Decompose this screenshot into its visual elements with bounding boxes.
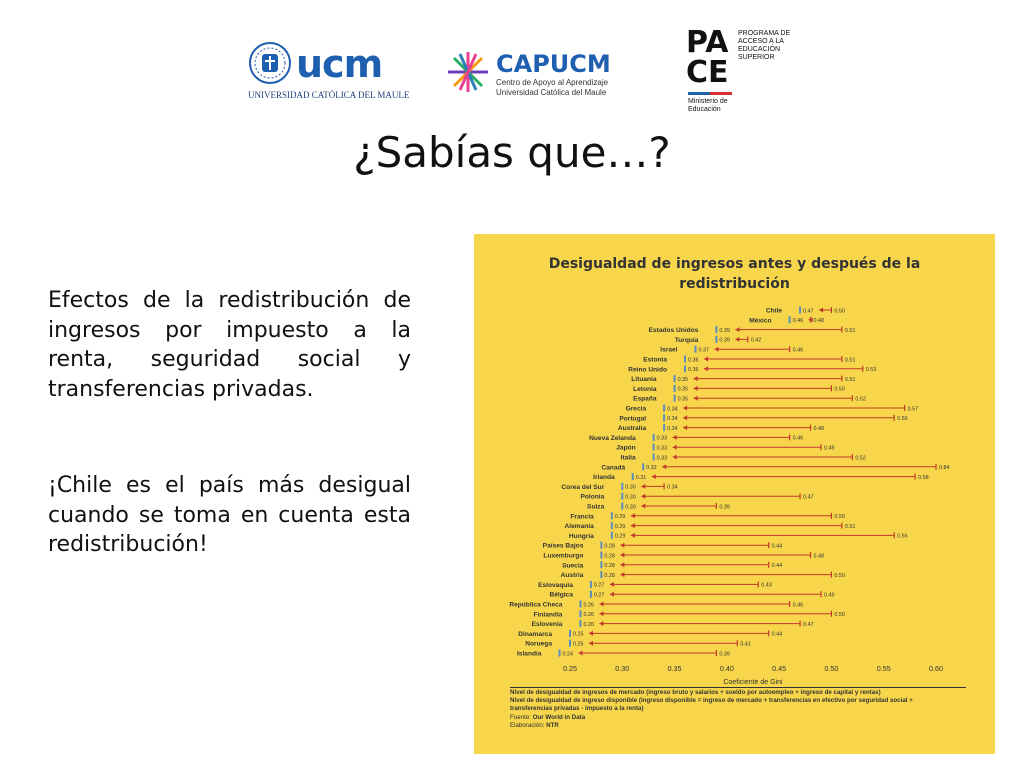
country-label: Nueva Zelanda <box>589 434 636 442</box>
arrow-head <box>704 366 708 371</box>
country-label: Austria <box>560 572 584 580</box>
note-credit <box>510 722 985 730</box>
country-label: Países Bajos <box>542 542 584 550</box>
pace-letters-top: PA <box>686 25 729 60</box>
disposable-marker <box>600 552 602 559</box>
capucm-star-icon <box>444 48 492 96</box>
note-source-value: Our World in Data <box>532 713 586 721</box>
market-value-label: 0.42 <box>750 337 762 344</box>
market-value-label: 0.39 <box>719 504 730 511</box>
chart-title-line2: redistribución <box>679 276 790 292</box>
arrow-head <box>599 621 603 626</box>
market-value-label: 0.43 <box>761 582 772 589</box>
arrow-head <box>673 455 677 460</box>
country-label: Lituania <box>631 376 657 384</box>
arrow-head <box>641 504 645 509</box>
pace-flag-bar <box>688 92 732 95</box>
chart-title-line1: Desigualdad de ingresos antes y después de la <box>548 256 921 272</box>
ucm-wordmark: ucm <box>296 42 383 86</box>
arrow-head <box>620 562 624 567</box>
disposable-marker <box>663 414 665 421</box>
chart-notes <box>510 689 985 730</box>
disposable-value-label: 0.29 <box>614 523 626 530</box>
disposable-value-label: 0.34 <box>667 425 678 432</box>
market-value-label: 0.48 <box>813 425 825 432</box>
disposable-value-label: 0.27 <box>593 592 605 599</box>
disposable-marker <box>621 483 623 490</box>
disposable-marker <box>600 561 602 568</box>
disposable-value-label: 0.35 <box>677 376 689 383</box>
disposable-marker <box>579 620 581 627</box>
disposable-value-label: 0.33 <box>656 435 668 442</box>
x-axis-label: Coeficiente de Gini <box>723 678 783 684</box>
country-label: Portugal <box>619 415 647 423</box>
arrow-head <box>694 376 698 381</box>
disposable-marker <box>642 463 644 470</box>
disposable-value-label: 0.36 <box>688 367 699 374</box>
market-value-label: 0.44 <box>771 563 783 570</box>
country-label: Corea del Sur <box>561 483 605 491</box>
country-label: Reino Unido <box>628 366 668 374</box>
arrow-head <box>641 484 645 489</box>
arrow-head <box>610 592 614 597</box>
arrow-head <box>673 435 677 440</box>
arrow-head <box>714 347 718 352</box>
market-value-label: 0.46 <box>792 435 804 442</box>
capucm-subtitle-2: Universidad Católica del Maule <box>496 88 607 97</box>
note-market: Nivel de desigualdad de ingresos de mercado (ingreso bruto y salarios + sueldo por autoempleo + ingreso de capital y rentas) <box>510 689 881 696</box>
country-label: Canadá <box>601 464 626 472</box>
market-value-label: 0.48 <box>813 318 825 325</box>
arrow-head <box>620 572 624 577</box>
arrow-head <box>620 553 624 558</box>
market-value-label: 0.57 <box>907 406 919 413</box>
paragraph-chile: ¡Chile es el país más desigual cuando se toma en cuenta esta redistribución! <box>48 473 411 557</box>
market-value-label: 0.34 <box>667 484 678 491</box>
x-tick-label: 0.55 <box>876 663 891 673</box>
disposable-marker <box>684 365 686 372</box>
market-value-label: 0.49 <box>823 445 835 452</box>
country-label: Japón <box>616 444 636 452</box>
market-value-label: 0.53 <box>865 367 877 374</box>
arrow-head <box>579 651 583 656</box>
x-tick-label: 0.60 <box>929 663 943 673</box>
pace-logo <box>686 25 796 116</box>
disposable-marker <box>653 444 655 451</box>
market-value-label: 0.50 <box>834 514 845 521</box>
arrow-head <box>683 406 687 411</box>
arrow-head <box>735 327 739 332</box>
disposable-marker <box>663 405 665 412</box>
disposable-value-label: 0.28 <box>604 553 615 560</box>
country-label: Estados Unidos <box>648 327 699 335</box>
arrow-head <box>641 494 645 499</box>
arrow-head <box>631 523 635 528</box>
x-tick-label: 0.40 <box>719 663 734 673</box>
disposable-value-label: 0.35 <box>677 386 689 393</box>
gini-chart <box>474 234 995 754</box>
arrow-head <box>819 308 823 313</box>
pace-letters <box>686 25 729 90</box>
country-label: Chile <box>765 307 783 315</box>
disposable-marker <box>715 336 717 343</box>
country-label: Luxemburgo <box>543 552 584 560</box>
country-label: Estonia <box>643 356 668 364</box>
disposable-marker <box>579 601 581 608</box>
country-label: Bélgica <box>549 591 573 599</box>
disposable-value-label: 0.26 <box>583 612 594 619</box>
disposable-marker <box>632 473 634 480</box>
disposable-value-label: 0.47 <box>803 308 814 315</box>
disposable-marker <box>569 640 571 647</box>
x-tick-label: 0.30 <box>615 663 630 673</box>
arrow-head <box>683 425 687 430</box>
market-value-label: 0.50 <box>834 572 845 579</box>
country-label: Francia <box>570 513 594 521</box>
arrow-head <box>683 415 687 420</box>
disposable-value-label: 0.34 <box>667 416 678 423</box>
country-label: Italia <box>620 454 636 462</box>
disposable-value-label: 0.39 <box>719 337 730 344</box>
arrow-head <box>599 602 603 607</box>
note-disposable-cont: transferencias privadas - impuesto a la renta) <box>510 705 644 713</box>
arrow-head <box>694 396 698 401</box>
market-value-label: 0.46 <box>792 602 804 609</box>
disposable-value-label: 0.25 <box>573 631 584 638</box>
disposable-value-label: 0.28 <box>604 572 615 579</box>
disposable-marker <box>674 375 676 382</box>
disposable-marker <box>674 385 676 392</box>
market-value-label: 0.44 <box>771 631 783 638</box>
note-source <box>510 714 985 722</box>
disposable-marker <box>579 610 581 617</box>
disposable-value-label: 0.29 <box>614 514 626 521</box>
disposable-marker <box>600 571 602 578</box>
market-value-label: 0.51 <box>844 523 856 530</box>
country-label: República Checa <box>509 601 563 609</box>
disposable-marker <box>590 591 592 598</box>
pace-letters-bottom: CE <box>686 55 729 90</box>
country-label: Irlanda <box>593 474 615 482</box>
country-label: Alemania <box>564 523 594 531</box>
chart-plot <box>474 234 995 684</box>
disposable-marker <box>590 581 592 588</box>
disposable-marker <box>621 493 623 500</box>
disposable-value-label: 0.34 <box>667 406 678 413</box>
arrow-head <box>735 337 739 342</box>
note-credit-label: Elaboración: <box>510 721 547 729</box>
country-label: Letonia <box>633 385 657 393</box>
country-label: Polonia <box>580 493 605 501</box>
note-source-label: Fuente: <box>510 713 533 721</box>
disposable-value-label: 0.27 <box>593 582 605 589</box>
disposable-marker <box>799 307 801 314</box>
disposable-value-label: 0.24 <box>562 651 574 658</box>
capucm-logo <box>444 48 639 98</box>
x-tick-label: 0.35 <box>667 663 682 673</box>
market-value-label: 0.58 <box>918 474 929 481</box>
country-label: Hungría <box>568 532 594 540</box>
disposable-value-label: 0.33 <box>656 445 668 452</box>
market-value-label: 0.48 <box>813 553 825 560</box>
note-credit-value: NTR <box>546 721 559 729</box>
market-value-label: 0.47 <box>803 494 814 501</box>
disposable-value-label: 0.37 <box>698 347 709 354</box>
disposable-marker <box>611 532 613 539</box>
x-tick-label: 0.50 <box>824 663 839 673</box>
disposable-marker <box>715 326 717 333</box>
market-value-label: 0.50 <box>834 386 845 393</box>
arrow-head <box>652 474 656 479</box>
country-label: Eslovaquia <box>538 581 573 589</box>
market-value-label: 0.52 <box>855 455 866 462</box>
arrow-head <box>599 611 603 616</box>
ucm-logo <box>248 40 408 102</box>
market-value-label: 0.50 <box>834 308 845 315</box>
disposable-value-label: 0.35 <box>677 396 689 403</box>
disposable-marker <box>653 454 655 461</box>
arrow-head <box>631 513 635 518</box>
country-label: Dinamarca <box>518 630 552 638</box>
disposable-marker <box>789 316 791 323</box>
arrow-head <box>631 533 635 538</box>
disposable-value-label: 0.25 <box>573 641 584 648</box>
capucm-subtitle-1: Centro de Apoyo al Aprendizaje <box>496 78 609 87</box>
country-label: España <box>633 395 657 403</box>
arrow-head <box>694 386 698 391</box>
page-title: ¿Sabías que…? <box>353 128 671 177</box>
disposable-marker <box>611 522 613 529</box>
x-tick-label: 0.45 <box>772 663 787 673</box>
disposable-value-label: 0.30 <box>625 504 636 511</box>
arrow-head <box>662 464 666 469</box>
pace-program-text: PROGRAMA DE ACCESO A LA EDUCACIÓN SUPERIOR <box>738 30 791 61</box>
market-value-label: 0.51 <box>844 376 856 383</box>
disposable-marker <box>684 356 686 363</box>
notes-divider <box>510 687 966 688</box>
market-value-label: 0.52 <box>855 396 866 403</box>
ucm-subtitle: UNIVERSIDAD CATÓLICA DEL MAULE <box>248 90 410 100</box>
arrow-head <box>589 631 593 636</box>
disposable-marker <box>674 395 676 402</box>
disposable-marker <box>663 424 665 431</box>
country-label: Eslovenia <box>531 621 563 629</box>
ucm-seal-icon <box>248 40 292 86</box>
disposable-value-label: 0.29 <box>614 533 626 540</box>
disposable-value-label: 0.46 <box>792 318 804 325</box>
capucm-wordmark: CAPUCM <box>496 50 611 78</box>
pace-ministry-text: Ministerio de Educación <box>688 98 728 113</box>
disposable-value-label: 0.30 <box>625 494 636 501</box>
country-label: Turquía <box>674 336 699 344</box>
disposable-value-label: 0.30 <box>625 484 636 491</box>
market-value-label: 0.84 <box>939 465 950 472</box>
x-tick-label: 0.25 <box>563 663 577 673</box>
disposable-marker <box>621 503 623 510</box>
market-value-label: 0.56 <box>897 533 908 540</box>
disposable-value-label: 0.32 <box>646 465 657 472</box>
market-value-label: 0.56 <box>897 416 908 423</box>
disposable-value-label: 0.36 <box>688 357 699 364</box>
market-value-label: 0.50 <box>834 612 845 619</box>
disposable-value-label: 0.28 <box>604 543 615 550</box>
arrow-head <box>673 445 677 450</box>
paragraph-redistribution: Efectos de la redistribución de ingresos por impuesto a la renta, seguridad social y transferencias privadas. <box>48 288 411 402</box>
market-value-label: 0.41 <box>740 641 751 648</box>
disposable-marker <box>600 542 602 549</box>
arrow-head <box>620 543 624 548</box>
country-label: Israel <box>660 346 678 354</box>
market-value-label: 0.51 <box>844 357 856 364</box>
disposable-value-label: 0.26 <box>583 602 594 609</box>
note-disposable: Nivel de desigualdad de ingreso disponible (ingreso disponible = ingreso de mercado + transferencias en efectivo por seguridad social + <box>510 697 913 705</box>
disposable-marker <box>653 434 655 441</box>
market-value-label: 0.46 <box>792 347 804 354</box>
disposable-value-label: 0.26 <box>583 621 594 628</box>
country-label: Finlandia <box>533 611 563 619</box>
market-value-label: 0.51 <box>844 327 856 334</box>
arrow-head <box>589 641 593 646</box>
market-value-label: 0.39 <box>719 651 730 658</box>
country-label: Suecia <box>562 562 584 570</box>
arrow-head <box>610 582 614 587</box>
disposable-value-label: 0.39 <box>719 327 730 334</box>
disposable-value-label: 0.28 <box>604 563 615 570</box>
market-value-label: 0.47 <box>803 621 814 628</box>
disposable-marker <box>559 650 561 657</box>
market-value-label: 0.49 <box>823 592 835 599</box>
country-label: México <box>749 317 772 325</box>
disposable-marker <box>694 346 696 353</box>
country-label: Noruega <box>525 640 552 648</box>
disposable-marker <box>611 512 613 519</box>
country-label: Australia <box>617 425 647 433</box>
disposable-marker <box>569 630 571 637</box>
country-label: Islandia <box>516 650 542 658</box>
market-value-label: 0.44 <box>771 543 783 550</box>
country-label: Grecia <box>625 405 647 413</box>
disposable-value-label: 0.31 <box>635 474 647 481</box>
disposable-value-label: 0.33 <box>656 455 668 462</box>
arrow-head <box>704 357 708 362</box>
country-label: Suiza <box>587 503 605 511</box>
